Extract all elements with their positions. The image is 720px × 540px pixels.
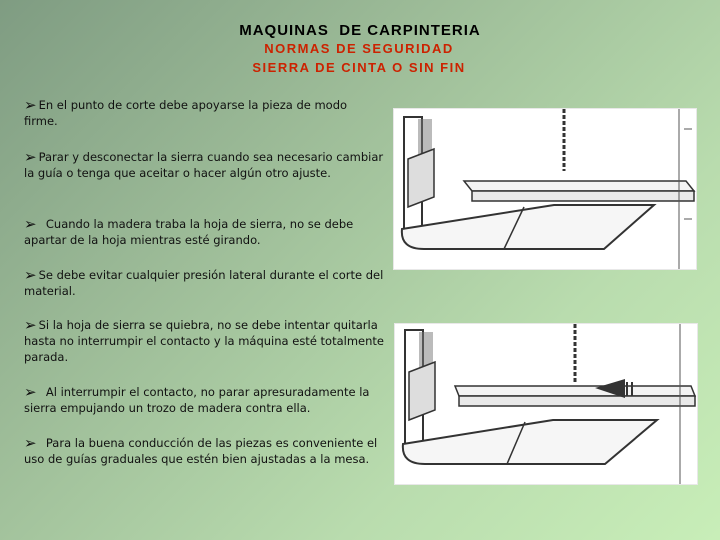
arrowhead-bullet-icon: ➢ xyxy=(24,434,37,452)
rule-text: Se debe evitar cualquier presión lateral durante el corte del material. xyxy=(24,268,384,298)
arrowhead-bullet-icon: ➢ xyxy=(24,148,37,166)
list-item xyxy=(24,149,384,181)
list-item xyxy=(24,267,384,299)
rule-text: Para la buena conducción de las piezas es conveniente el uso de guías graduales que estén bien ajustadas a la mesa. xyxy=(24,436,378,466)
rule-text: Parar y desconectar la sierra cuando sea necesario cambiar la guía o tenga que aceitar o hacer algún otro ajuste. xyxy=(24,150,384,180)
list-item xyxy=(24,384,384,416)
page-subtitle-1: NORMAS DE SEGURIDAD xyxy=(264,41,454,56)
header xyxy=(0,22,720,77)
page-subtitle-2: SIERRA DE CINTA O SIN FIN xyxy=(252,60,466,75)
page-title: MAQUINAS DE CARPINTERIA xyxy=(239,22,481,39)
arrowhead-bullet-icon: ➢ xyxy=(24,316,37,334)
arrowhead-bullet-icon: ➢ xyxy=(24,215,37,233)
list-item xyxy=(24,435,384,467)
list-item xyxy=(24,317,384,365)
rule-text: Al interrumpir el contacto, no parar apresuradamente la sierra empujando un trozo de madera contra ella. xyxy=(24,385,370,415)
rule-text: Cuando la madera traba la hoja de sierra, no se debe apartar de la hoja mientras esté girando. xyxy=(24,217,354,247)
arrowhead-bullet-icon: ➢ xyxy=(24,266,37,284)
list-item xyxy=(24,216,384,248)
bandsaw-illustration-2 xyxy=(394,323,698,485)
list-item xyxy=(24,97,384,129)
rule-text: Si la hoja de sierra se quiebra, no se debe intentar quitarla hasta no interrumpir el contacto y la máquina esté totalmente parada. xyxy=(24,318,384,364)
arrowhead-bullet-icon: ➢ xyxy=(24,383,37,401)
bandsaw-illustration-1 xyxy=(393,108,697,270)
arrowhead-bullet-icon: ➢ xyxy=(24,96,37,114)
rule-text: En el punto de corte debe apoyarse la pieza de modo firme. xyxy=(24,98,348,128)
